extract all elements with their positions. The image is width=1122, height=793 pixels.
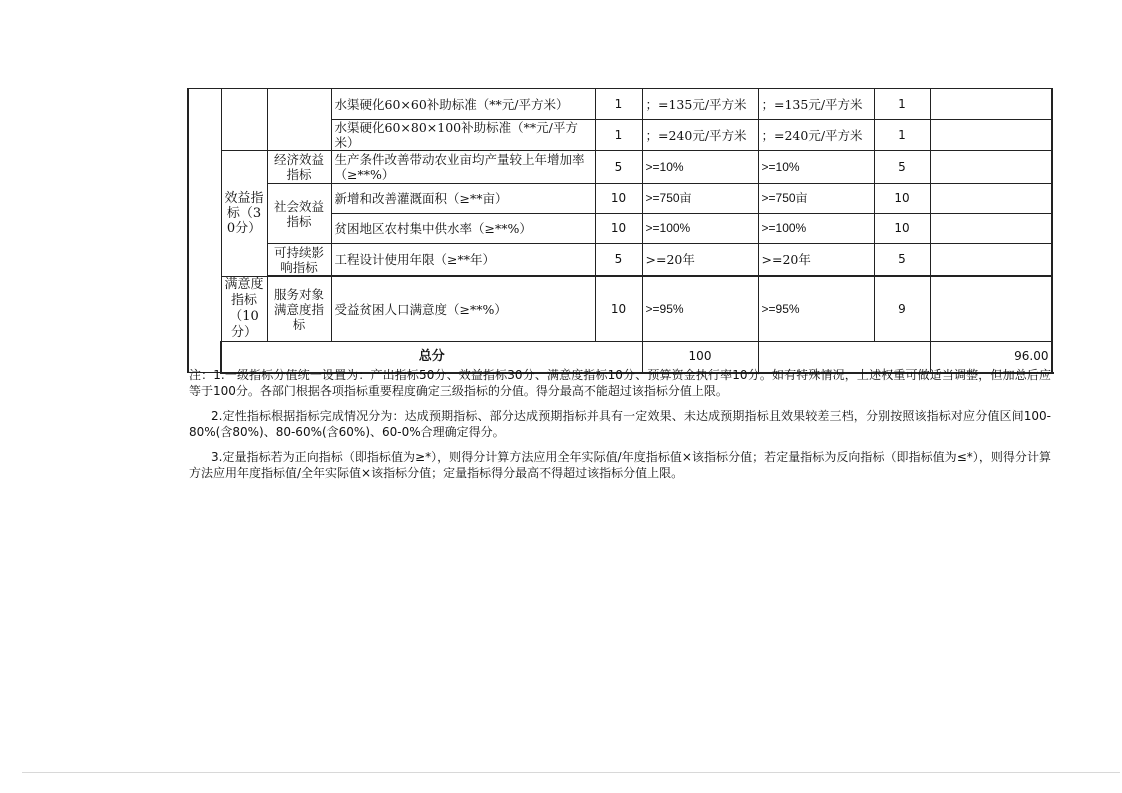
weight-cell: 10 <box>595 214 642 244</box>
footnotes <box>189 367 1051 490</box>
actual-cell: ；=135元/平方米 <box>758 89 874 120</box>
indicator-cell: 受益贫困人口满意度（≥**%） <box>331 277 595 342</box>
actual-cell: >=100% <box>758 214 874 244</box>
target-cell: >=10% <box>642 151 758 184</box>
score-cell: 5 <box>874 244 930 276</box>
performance-table <box>187 88 1053 374</box>
indicator-cell: 新增和改善灌溉面积（≥**亩） <box>331 184 595 214</box>
indicator-cell: 水渠硬化60×60补助标准（**元/平方米） <box>331 89 595 120</box>
level2-sustainable-cell: 可持续影响指标 <box>267 244 331 276</box>
actual-cell: >=20年 <box>758 244 874 276</box>
weight-cell: 5 <box>595 151 642 184</box>
note-cell <box>930 184 1052 214</box>
score-cell: 1 <box>874 89 930 120</box>
score-cell: 10 <box>874 214 930 244</box>
target-cell: >=100% <box>642 214 758 244</box>
indicator-cell: 工程设计使用年限（≥**年） <box>331 244 595 276</box>
score-cell: 9 <box>874 277 930 342</box>
level1-satisfaction-cell: 满意度指标（10分） <box>221 277 267 342</box>
actual-cell: >=750亩 <box>758 184 874 214</box>
weight-cell: 5 <box>595 244 642 276</box>
note-cell <box>930 151 1052 184</box>
footnote-3: 3.定量指标若为正向指标（即指标值为≥*），则得分计算方法应用全年实际值/年度指标值×该指标分值；若定量指标为反向指标（即指标值为≤*），则得分计算方法应用年度指标值/全年实际值×该指标分值；定量指标得分最高不得超过该指标分值上限。 <box>189 450 1051 480</box>
total-weight-cell: 100 <box>642 342 758 373</box>
note-cell <box>930 120 1052 151</box>
indicator-cell: 生产条件改善带动农业亩均产量较上年增加率（≥**%） <box>331 151 595 184</box>
indicator-cell: 水渠硬化60×80×100补助标准（**元/平方米） <box>331 120 595 151</box>
score-cell: 10 <box>874 184 930 214</box>
level0-cell <box>188 89 221 373</box>
note-cell <box>930 214 1052 244</box>
weight-cell: 1 <box>595 120 642 151</box>
actual-cell: ；=240元/平方米 <box>758 120 874 151</box>
indicator-cell: 贫困地区农村集中供水率（≥**%） <box>331 214 595 244</box>
level2-output-cell <box>267 89 331 151</box>
target-cell: >=750亩 <box>642 184 758 214</box>
actual-cell: >=95% <box>758 277 874 342</box>
total-label: 总分 <box>221 342 642 373</box>
total-score-cell: 96.00 <box>930 342 1052 373</box>
footnote-2: 2.定性指标根据指标完成情况分为：达成预期指标、部分达成预期指标并具有一定效果、未达成预期指标且效果较差三档，分别按照该指标对应分值区间100-80%(含80%)、80-60%(含60%)、60-0%合理确定得分。 <box>189 409 1051 439</box>
level1-output-cell <box>221 89 267 151</box>
level2-economic-cell: 经济效益指标 <box>267 151 331 184</box>
score-cell: 1 <box>874 120 930 151</box>
target-cell: >=20年 <box>642 244 758 276</box>
level2-social-cell: 社会效益指标 <box>267 184 331 244</box>
note-cell <box>930 277 1052 342</box>
level2-satisfaction-cell: 服务对象满意度指标 <box>267 277 331 342</box>
page-bottom-rule <box>22 772 1120 773</box>
note-cell <box>930 89 1052 120</box>
actual-cell: >=10% <box>758 151 874 184</box>
target-cell: ；=240元/平方米 <box>642 120 758 151</box>
table-row <box>188 184 1052 214</box>
table-row <box>188 277 1052 342</box>
weight-cell: 1 <box>595 89 642 120</box>
table-row <box>188 244 1052 276</box>
note-cell <box>930 244 1052 276</box>
target-cell: ；=135元/平方米 <box>642 89 758 120</box>
weight-cell: 10 <box>595 184 642 214</box>
target-cell: >=95% <box>642 277 758 342</box>
level1-benefit-cell: 效益指标（30分） <box>221 151 267 277</box>
score-cell: 5 <box>874 151 930 184</box>
weight-cell: 10 <box>595 277 642 342</box>
table-row <box>188 151 1052 184</box>
footnote-1: 注：1.一级指标分值统一设置为：产出指标50分、效益指标30分、满意度指标10分、预算资金执行率10分。如有特殊情况，上述权重可做适当调整，但加总后应等于100分。各部门根据各项指标重要程度确定三级指标的分值。得分最高不能超过该指标分值上限。 <box>189 368 1051 398</box>
table-row <box>188 89 1052 120</box>
